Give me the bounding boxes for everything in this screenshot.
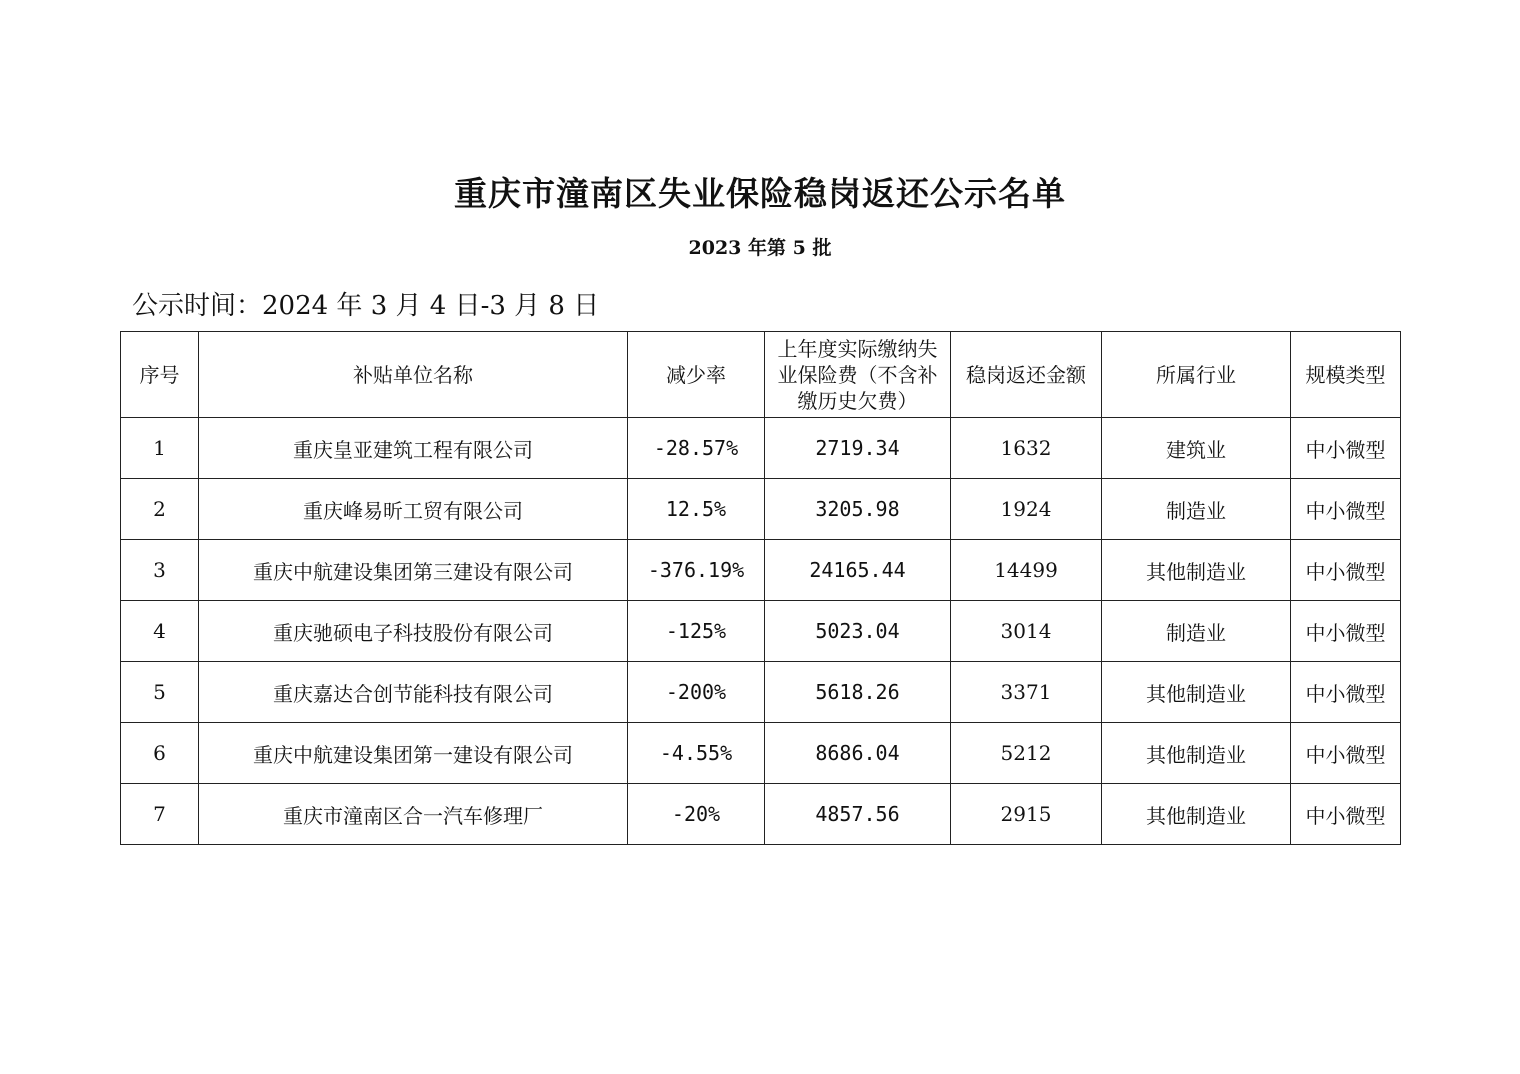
cell-reduction-rate: -125% [628,601,765,662]
cell-index: 2 [121,479,199,540]
cell-refund-amount: 14499 [951,540,1102,601]
cell-scale-type: 中小微型 [1291,784,1401,845]
cell-industry: 制造业 [1102,479,1291,540]
cell-industry: 其他制造业 [1102,540,1291,601]
cell-reduction-rate: -200% [628,662,765,723]
publish-time: 公示时间：2024 年 3 月 4 日-3 月 8 日 [132,291,600,321]
table-row [121,540,1401,601]
cell-index: 7 [121,784,199,845]
cell-refund-amount: 3014 [951,601,1102,662]
header-scale-type: 规模类型 [1291,332,1401,418]
table-row [121,479,1401,540]
cell-refund-amount: 1632 [951,418,1102,479]
cell-scale-type: 中小微型 [1291,662,1401,723]
cell-company-name: 重庆驰硕电子科技股份有限公司 [199,601,628,662]
cell-industry: 其他制造业 [1102,662,1291,723]
header-reduction-rate: 减少率 [628,332,765,418]
table-header-row [121,332,1401,418]
header-insurance-paid: 上年度实际缴纳失业保险费（不含补缴历史欠费） [765,332,951,418]
cell-index: 5 [121,662,199,723]
cell-company-name: 重庆中航建设集团第一建设有限公司 [199,723,628,784]
cell-insurance-paid: 5023.04 [765,601,951,662]
cell-insurance-paid: 2719.34 [765,418,951,479]
cell-insurance-paid: 3205.98 [765,479,951,540]
cell-scale-type: 中小微型 [1291,540,1401,601]
cell-scale-type: 中小微型 [1291,601,1401,662]
cell-industry: 建筑业 [1102,418,1291,479]
cell-reduction-rate: -28.57% [628,418,765,479]
header-company-name: 补贴单位名称 [199,332,628,418]
subsidy-table [120,331,1401,845]
header-refund-amount: 稳岗返还金额 [951,332,1102,418]
cell-reduction-rate: -376.19% [628,540,765,601]
cell-industry: 其他制造业 [1102,784,1291,845]
cell-refund-amount: 5212 [951,723,1102,784]
cell-scale-type: 中小微型 [1291,418,1401,479]
cell-industry: 其他制造业 [1102,723,1291,784]
cell-insurance-paid: 5618.26 [765,662,951,723]
cell-index: 3 [121,540,199,601]
cell-company-name: 重庆峰易昕工贸有限公司 [199,479,628,540]
cell-reduction-rate: -20% [628,784,765,845]
header-industry: 所属行业 [1102,332,1291,418]
batch-subtitle: 2023 年第 5 批 [688,237,832,259]
cell-index: 1 [121,418,199,479]
cell-industry: 制造业 [1102,601,1291,662]
cell-company-name: 重庆中航建设集团第三建设有限公司 [199,540,628,601]
cell-refund-amount: 2915 [951,784,1102,845]
table-row [121,662,1401,723]
header-index: 序号 [121,332,199,418]
cell-index: 4 [121,601,199,662]
cell-company-name: 重庆市潼南区合一汽车修理厂 [199,784,628,845]
document-title: 重庆市潼南区失业保险稳岗返还公示名单 [454,174,1066,213]
cell-refund-amount: 3371 [951,662,1102,723]
cell-scale-type: 中小微型 [1291,479,1401,540]
cell-scale-type: 中小微型 [1291,723,1401,784]
cell-refund-amount: 1924 [951,479,1102,540]
cell-reduction-rate: -4.55% [628,723,765,784]
cell-reduction-rate: 12.5% [628,479,765,540]
cell-index: 6 [121,723,199,784]
cell-insurance-paid: 4857.56 [765,784,951,845]
cell-company-name: 重庆嘉达合创节能科技有限公司 [199,662,628,723]
table-row [121,723,1401,784]
cell-company-name: 重庆皇亚建筑工程有限公司 [199,418,628,479]
cell-insurance-paid: 8686.04 [765,723,951,784]
table-row [121,601,1401,662]
table-row [121,418,1401,479]
cell-insurance-paid: 24165.44 [765,540,951,601]
table-row [121,784,1401,845]
